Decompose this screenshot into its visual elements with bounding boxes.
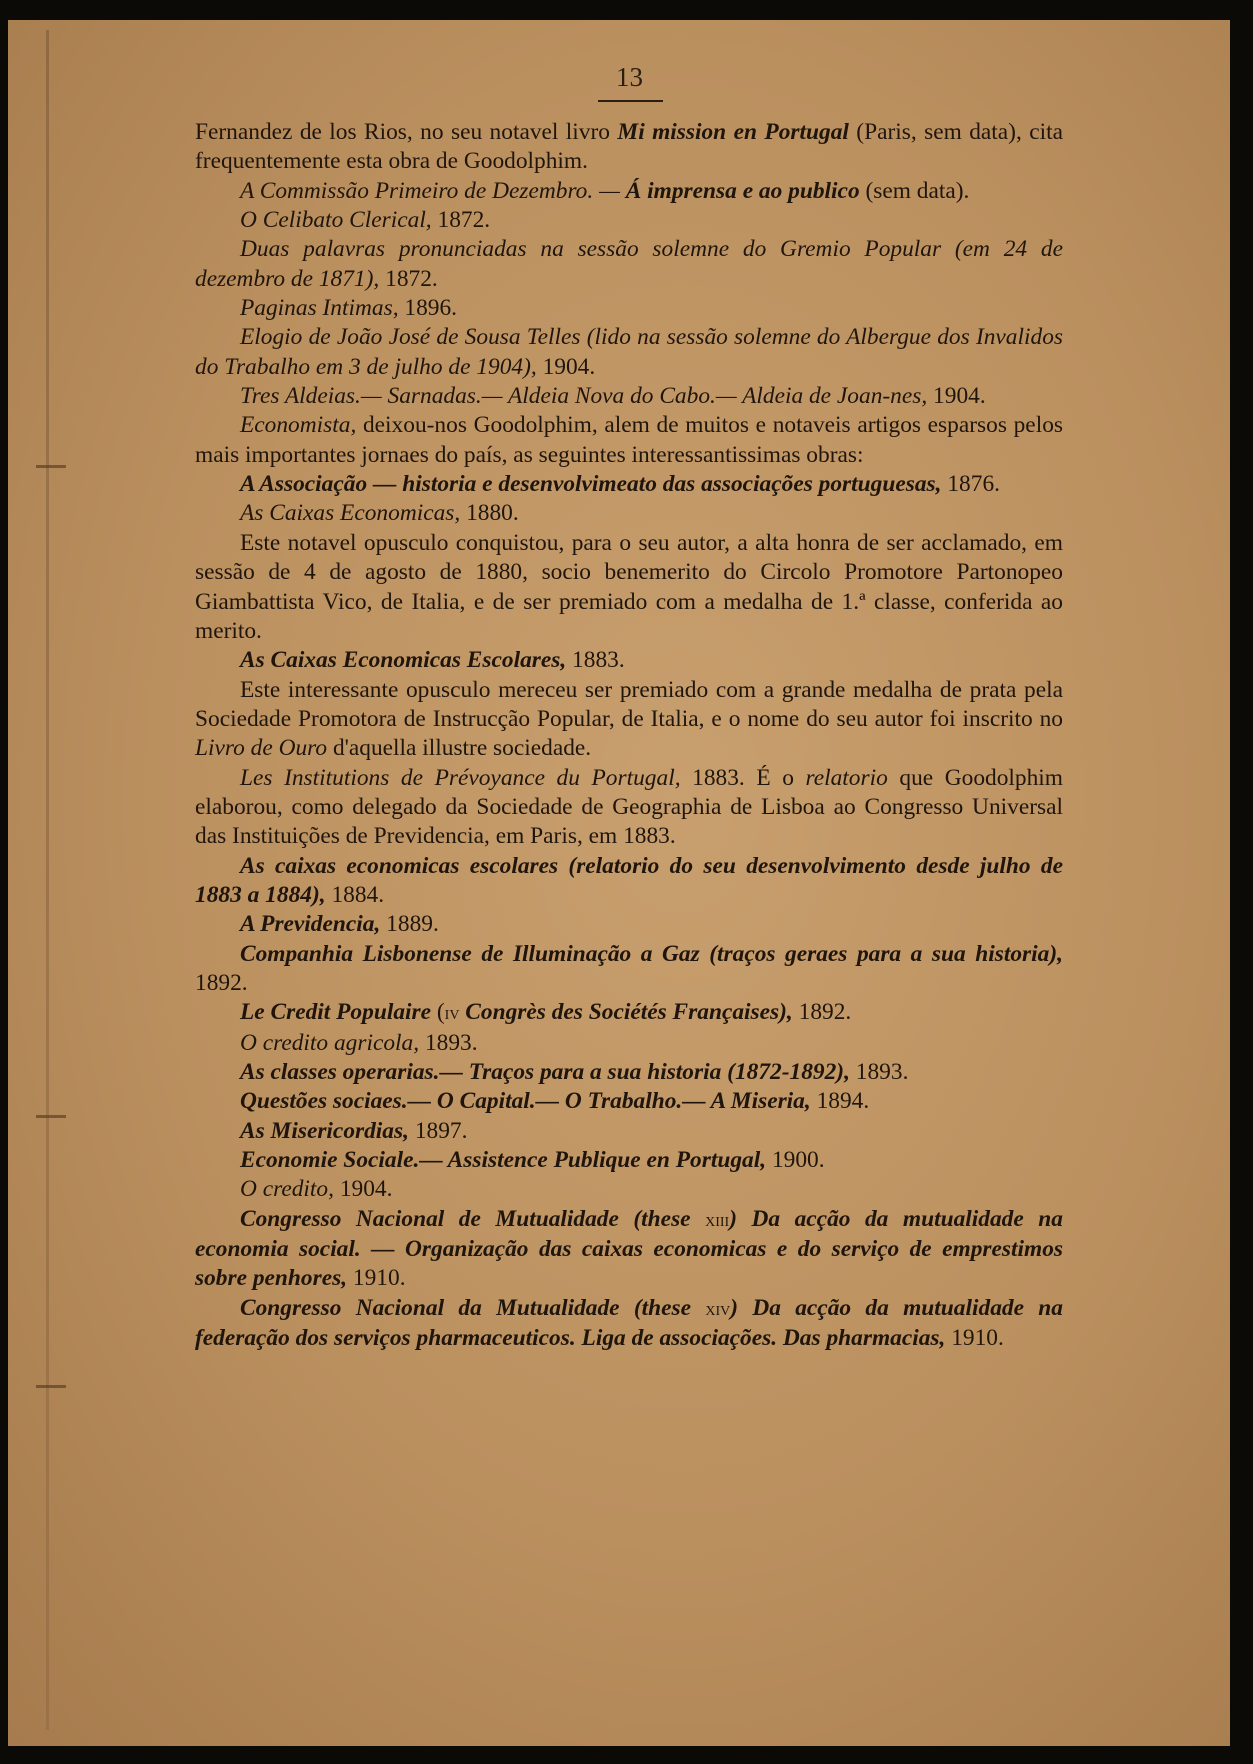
text-run: Elogio de João José de Sousa Telles (lido na sessão solemne do Albergue dos Invalidos do Trabalho em 3 de julho de 1904), <box>195 324 1063 380</box>
text-run: As classes operarias.— Traços para a sua historia (1872-1892), <box>240 1059 850 1085</box>
text-run: Mi mission en Portugal <box>617 119 849 145</box>
paragraph <box>195 235 1063 294</box>
text-run: As Caixas Economicas Escolares, <box>240 647 567 674</box>
paragraph <box>195 1087 1063 1116</box>
text-run: 1876. <box>941 471 1000 498</box>
text-run: ) Da acção da mutualidade na economia social. — Organização das caixas economicas e do serviço de emprestimos sobre penhores, <box>195 1205 1063 1292</box>
text-run: 1904. <box>333 1176 393 1203</box>
text-run: 1883. <box>566 647 625 674</box>
paragraph <box>195 1294 1063 1354</box>
text-run: Paginas Intimas, <box>240 295 399 322</box>
text-run: Tres Aldeias.— Sarnadas.— Aldeia Nova do Cabo.— Aldeia de Joan-nes, <box>240 383 928 410</box>
paragraph <box>195 852 1063 911</box>
text-run: Á imprensa e ao publico <box>625 177 860 204</box>
text-run: O credito, <box>240 1176 334 1203</box>
text-run: Duas palavras pronunciadas na sessão solemne do Gremio Popular (em 24 de dezembro de 1871), <box>195 236 1063 292</box>
binding-stitch <box>36 1115 66 1118</box>
text-run: que Goodolphim elaborou, como delegado da Sociedade de Geographia de Lisboa ao Congresso Universal das Instituições de Previdencia, em Paris, em 1883. <box>195 764 1063 850</box>
binding-edge <box>46 30 49 1730</box>
text-run: A Associação — historia e desenvolvimeato das associações portuguesas, <box>240 471 942 498</box>
text-run: 1893. <box>849 1059 909 1085</box>
text-run: deixou-nos Goodolphim, alem de muitos e notaveis artigos esparsos pelos mais importantes jornaes do país, as seguintes interessantissimas obras: <box>195 412 1063 468</box>
text-run: 1893. <box>419 1029 478 1056</box>
text-run: relatorio <box>805 764 888 791</box>
text-run: iv <box>444 1002 460 1025</box>
text-run: Este interessante opusculo mereceu ser premiado com a grande medalha de prata pela Sociedade Promotora de Instrucção Popular, de Italia, e o nome do seu autor foi inscrito no <box>195 676 1063 732</box>
paragraph <box>195 1117 1063 1146</box>
text-run: 1889. <box>380 911 439 938</box>
paragraph <box>195 470 1063 499</box>
text-run: 1910. <box>945 1325 1004 1352</box>
text-run: 1904. <box>927 383 986 410</box>
text-run: Economie Sociale.— Assistence Publique en Portugal, <box>240 1147 767 1174</box>
text-run: Le Credit Populaire <box>240 999 432 1026</box>
text-run: ) Da acção da mutualidade na federação dos serviços pharmaceuticos. Liga de associações. Das pharmacias, <box>195 1294 1063 1352</box>
page-number: 13 <box>616 62 643 92</box>
paragraph <box>195 1205 1063 1294</box>
paragraph <box>195 323 1063 382</box>
text-run: 1894. <box>810 1088 870 1115</box>
text-run: 1872. <box>379 265 438 292</box>
text-run: d'aquella illustre sociedade. <box>327 735 592 762</box>
paragraph <box>195 382 1063 411</box>
paragraph <box>195 998 1063 1028</box>
paragraph <box>195 499 1063 528</box>
text-run: Congresso Nacional de Mutualidade (these <box>240 1205 706 1232</box>
text-run: (Paris, sem data), cita frequentemente esta obra de Goodolphim. <box>195 119 1063 175</box>
text-run: 1896. <box>398 295 458 322</box>
text-run: 1892. <box>195 969 248 996</box>
text-run: O credito agricola, <box>240 1029 420 1056</box>
text-run: Companhia Lisbonense de Illuminação a Gaz (traços geraes para a sua historia), <box>240 940 1063 967</box>
binding-stitch <box>36 465 66 468</box>
paragraph <box>195 177 1063 206</box>
book-page <box>8 20 1230 1746</box>
paragraph <box>195 1175 1063 1204</box>
text-run: 1883. É o <box>680 764 806 791</box>
text-run: A Previdencia, <box>240 911 381 938</box>
paragraph <box>195 676 1063 764</box>
text-run: A Commissão Primeiro de Dezembro. — <box>240 177 626 204</box>
text-run: 1872. <box>431 207 491 234</box>
paragraph <box>195 529 1063 646</box>
text-run: 1884. <box>325 881 385 908</box>
paragraph <box>195 764 1063 852</box>
text-run: 1900. <box>766 1147 825 1174</box>
paragraph <box>195 294 1063 323</box>
paragraph <box>195 940 1063 999</box>
text-run: Questões sociaes.— O Capital.— O Trabalho.— A Miseria, <box>240 1088 811 1115</box>
text-run: Congrès des Sociétés Françaises), <box>465 999 793 1026</box>
text-run: 1904. <box>536 353 596 380</box>
text-run: Fernandez de los Rios, no seu notavel livro <box>195 119 618 145</box>
text-run: Livro de Ouro <box>195 735 328 762</box>
text-run: 1880. <box>460 500 519 527</box>
binding-stitch <box>36 1385 66 1388</box>
paragraph <box>195 1058 1063 1087</box>
page-number-rule <box>598 100 663 102</box>
body-text <box>195 118 1063 1353</box>
text-run: 1910. <box>347 1265 406 1292</box>
text-run: ( <box>431 999 445 1026</box>
text-run: As Caixas Economicas, <box>240 500 461 527</box>
text-run: O Celibato Clerical, <box>240 207 432 234</box>
text-run: Economista, <box>240 412 357 439</box>
text-run: (sem data). <box>859 177 970 204</box>
paragraph <box>195 1146 1063 1175</box>
paragraph <box>195 1029 1063 1058</box>
text-run: 1892. <box>792 999 852 1026</box>
text-run: 1897. <box>408 1117 468 1144</box>
text-run: As Misericordias, <box>240 1117 409 1144</box>
paragraph <box>195 118 1063 177</box>
paragraph <box>195 411 1063 470</box>
paragraph <box>195 910 1063 939</box>
text-run: xiv <box>705 1297 731 1320</box>
text-run: Este notavel opusculo conquistou, para o seu autor, a alta honra de ser acclamado, em sessão de 4 de agosto de 1880, socio benemerito do Circolo Promotore Partonopeo Giambattista Vico, de Italia, e de ser premiado com a medalha de 1.ª classe, conferida ao merito. <box>195 529 1063 644</box>
paragraph <box>195 646 1063 675</box>
text-run: Congresso Nacional da Mutualidade (these <box>240 1294 706 1321</box>
text-run: As caixas economicas escolares (relatorio do seu desenvolvimento desde julho de 1883 a 1884), <box>195 852 1063 908</box>
paragraph <box>195 206 1063 235</box>
text-run: Les Institutions de Prévoyance du Portugal, <box>240 764 681 791</box>
text-run: xiii <box>705 1208 730 1231</box>
